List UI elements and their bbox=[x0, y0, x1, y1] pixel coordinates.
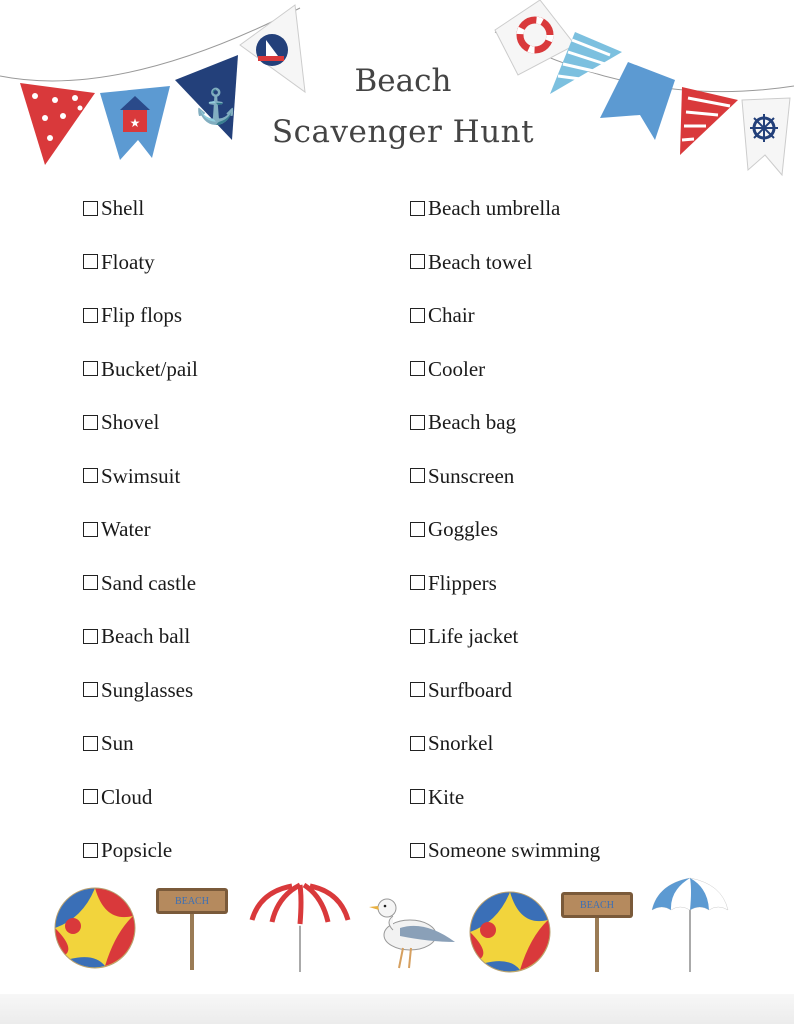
beach-sign-icon bbox=[156, 888, 228, 970]
checklist-item bbox=[83, 244, 198, 298]
checkbox[interactable] bbox=[83, 843, 98, 858]
checklist-item bbox=[83, 297, 198, 351]
checklist-item-label: Beach towel bbox=[428, 249, 533, 274]
checklist-item-label: Floaty bbox=[101, 249, 155, 274]
title-line-2: Scavenger Hunt bbox=[271, 114, 535, 150]
checklist-item bbox=[83, 511, 198, 565]
checklist-item-label: Beach bag bbox=[428, 410, 517, 434]
checkbox[interactable] bbox=[410, 575, 425, 590]
title-line-1: Beach bbox=[354, 63, 452, 99]
checklist-item-label: Goggles bbox=[428, 517, 498, 541]
checklist-item-label: Sunscreen bbox=[428, 463, 515, 488]
checkbox[interactable] bbox=[410, 629, 425, 644]
checkbox[interactable] bbox=[410, 682, 425, 697]
checkbox[interactable] bbox=[410, 308, 425, 323]
checklist-item-label: Cloud bbox=[101, 784, 153, 809]
beach-ball-icon bbox=[55, 888, 135, 968]
beach-sign-icon bbox=[561, 892, 633, 972]
checklist-item bbox=[410, 351, 600, 405]
checklist-item-label: Swimsuit bbox=[101, 463, 181, 488]
checklist-right-column bbox=[410, 190, 600, 886]
checkbox[interactable] bbox=[410, 254, 425, 269]
checkbox[interactable] bbox=[410, 736, 425, 751]
checklist-item bbox=[83, 672, 198, 726]
checklist-item-label: Beach ball bbox=[101, 624, 191, 648]
checkbox[interactable] bbox=[83, 629, 98, 644]
checklist-item bbox=[83, 779, 198, 833]
checkbox[interactable] bbox=[83, 468, 98, 483]
checkbox[interactable] bbox=[410, 361, 425, 376]
checkbox[interactable] bbox=[83, 575, 98, 590]
checkbox[interactable] bbox=[83, 789, 98, 804]
checklist-item bbox=[83, 618, 198, 672]
checkbox[interactable] bbox=[83, 201, 98, 216]
checkbox[interactable] bbox=[410, 201, 425, 216]
checkbox[interactable] bbox=[83, 522, 98, 537]
checklist-item-label: Chair bbox=[428, 303, 475, 327]
checkbox[interactable] bbox=[410, 468, 425, 483]
checklist-item-label: Flippers bbox=[428, 570, 497, 595]
checklist-item-label: Popsicle bbox=[101, 838, 173, 862]
checkbox[interactable] bbox=[83, 682, 98, 697]
svg-text:⚓: ⚓ bbox=[194, 89, 238, 126]
checklist-item-label: Snorkel bbox=[428, 731, 494, 755]
checklist-item bbox=[83, 351, 198, 405]
checklist-item bbox=[410, 404, 600, 458]
bottom-illustrations bbox=[0, 870, 794, 980]
checkbox[interactable] bbox=[410, 789, 425, 804]
checklist-item-label: Kite bbox=[428, 784, 465, 809]
checkbox[interactable] bbox=[83, 308, 98, 323]
beach-ball-icon bbox=[470, 892, 550, 972]
checklist-item-label: Shell bbox=[101, 196, 145, 220]
checklist-item-label: Surfboard bbox=[428, 677, 512, 702]
checklist-left-column bbox=[83, 190, 198, 886]
checklist-item bbox=[410, 511, 600, 565]
checklist-item bbox=[83, 458, 198, 512]
checklist-item-label: Flip flops bbox=[101, 303, 183, 327]
checklist-item-label: Cooler bbox=[428, 356, 486, 381]
checklist-item-label: Beach umbrella bbox=[428, 196, 561, 220]
checklist-item bbox=[410, 618, 600, 672]
checklist-item bbox=[410, 672, 600, 726]
checkbox[interactable] bbox=[83, 254, 98, 269]
checklist-item bbox=[83, 725, 198, 779]
checklist-item bbox=[410, 297, 600, 351]
checklist-item-label: Someone swimming bbox=[428, 838, 601, 862]
checkbox[interactable] bbox=[83, 361, 98, 376]
sign-text: BEACH bbox=[175, 896, 209, 907]
sign-text: BEACH bbox=[580, 900, 614, 911]
svg-text:★: ★ bbox=[129, 116, 141, 130]
checklist-item bbox=[410, 565, 600, 619]
checkbox[interactable] bbox=[410, 843, 425, 858]
checklist-item-label: Water bbox=[101, 517, 151, 541]
checklist-item bbox=[410, 458, 600, 512]
checklist-item bbox=[83, 565, 198, 619]
checkbox[interactable] bbox=[410, 522, 425, 537]
checklist-item-label: Life jacket bbox=[428, 624, 519, 648]
checkbox[interactable] bbox=[83, 415, 98, 430]
checklist-item-label: Sunglasses bbox=[101, 677, 194, 702]
page-footer-band bbox=[0, 994, 794, 1024]
checklist-item-label: Shovel bbox=[101, 410, 160, 434]
blue-umbrella-icon bbox=[652, 878, 728, 972]
checklist-item-label: Bucket/pail bbox=[101, 356, 198, 381]
checklist-item-label: Sand castle bbox=[101, 570, 197, 595]
checkbox[interactable] bbox=[83, 736, 98, 751]
checklist-item bbox=[83, 404, 198, 458]
checklist-item bbox=[410, 725, 600, 779]
checklist-item bbox=[410, 779, 600, 833]
checklist-item bbox=[410, 244, 600, 298]
red-umbrella-icon bbox=[245, 884, 355, 972]
checklist-item-label: Sun bbox=[101, 731, 134, 755]
checklist-item bbox=[410, 190, 600, 244]
checklist-item bbox=[83, 190, 198, 244]
seagull-icon bbox=[369, 899, 455, 968]
checkbox[interactable] bbox=[410, 415, 425, 430]
